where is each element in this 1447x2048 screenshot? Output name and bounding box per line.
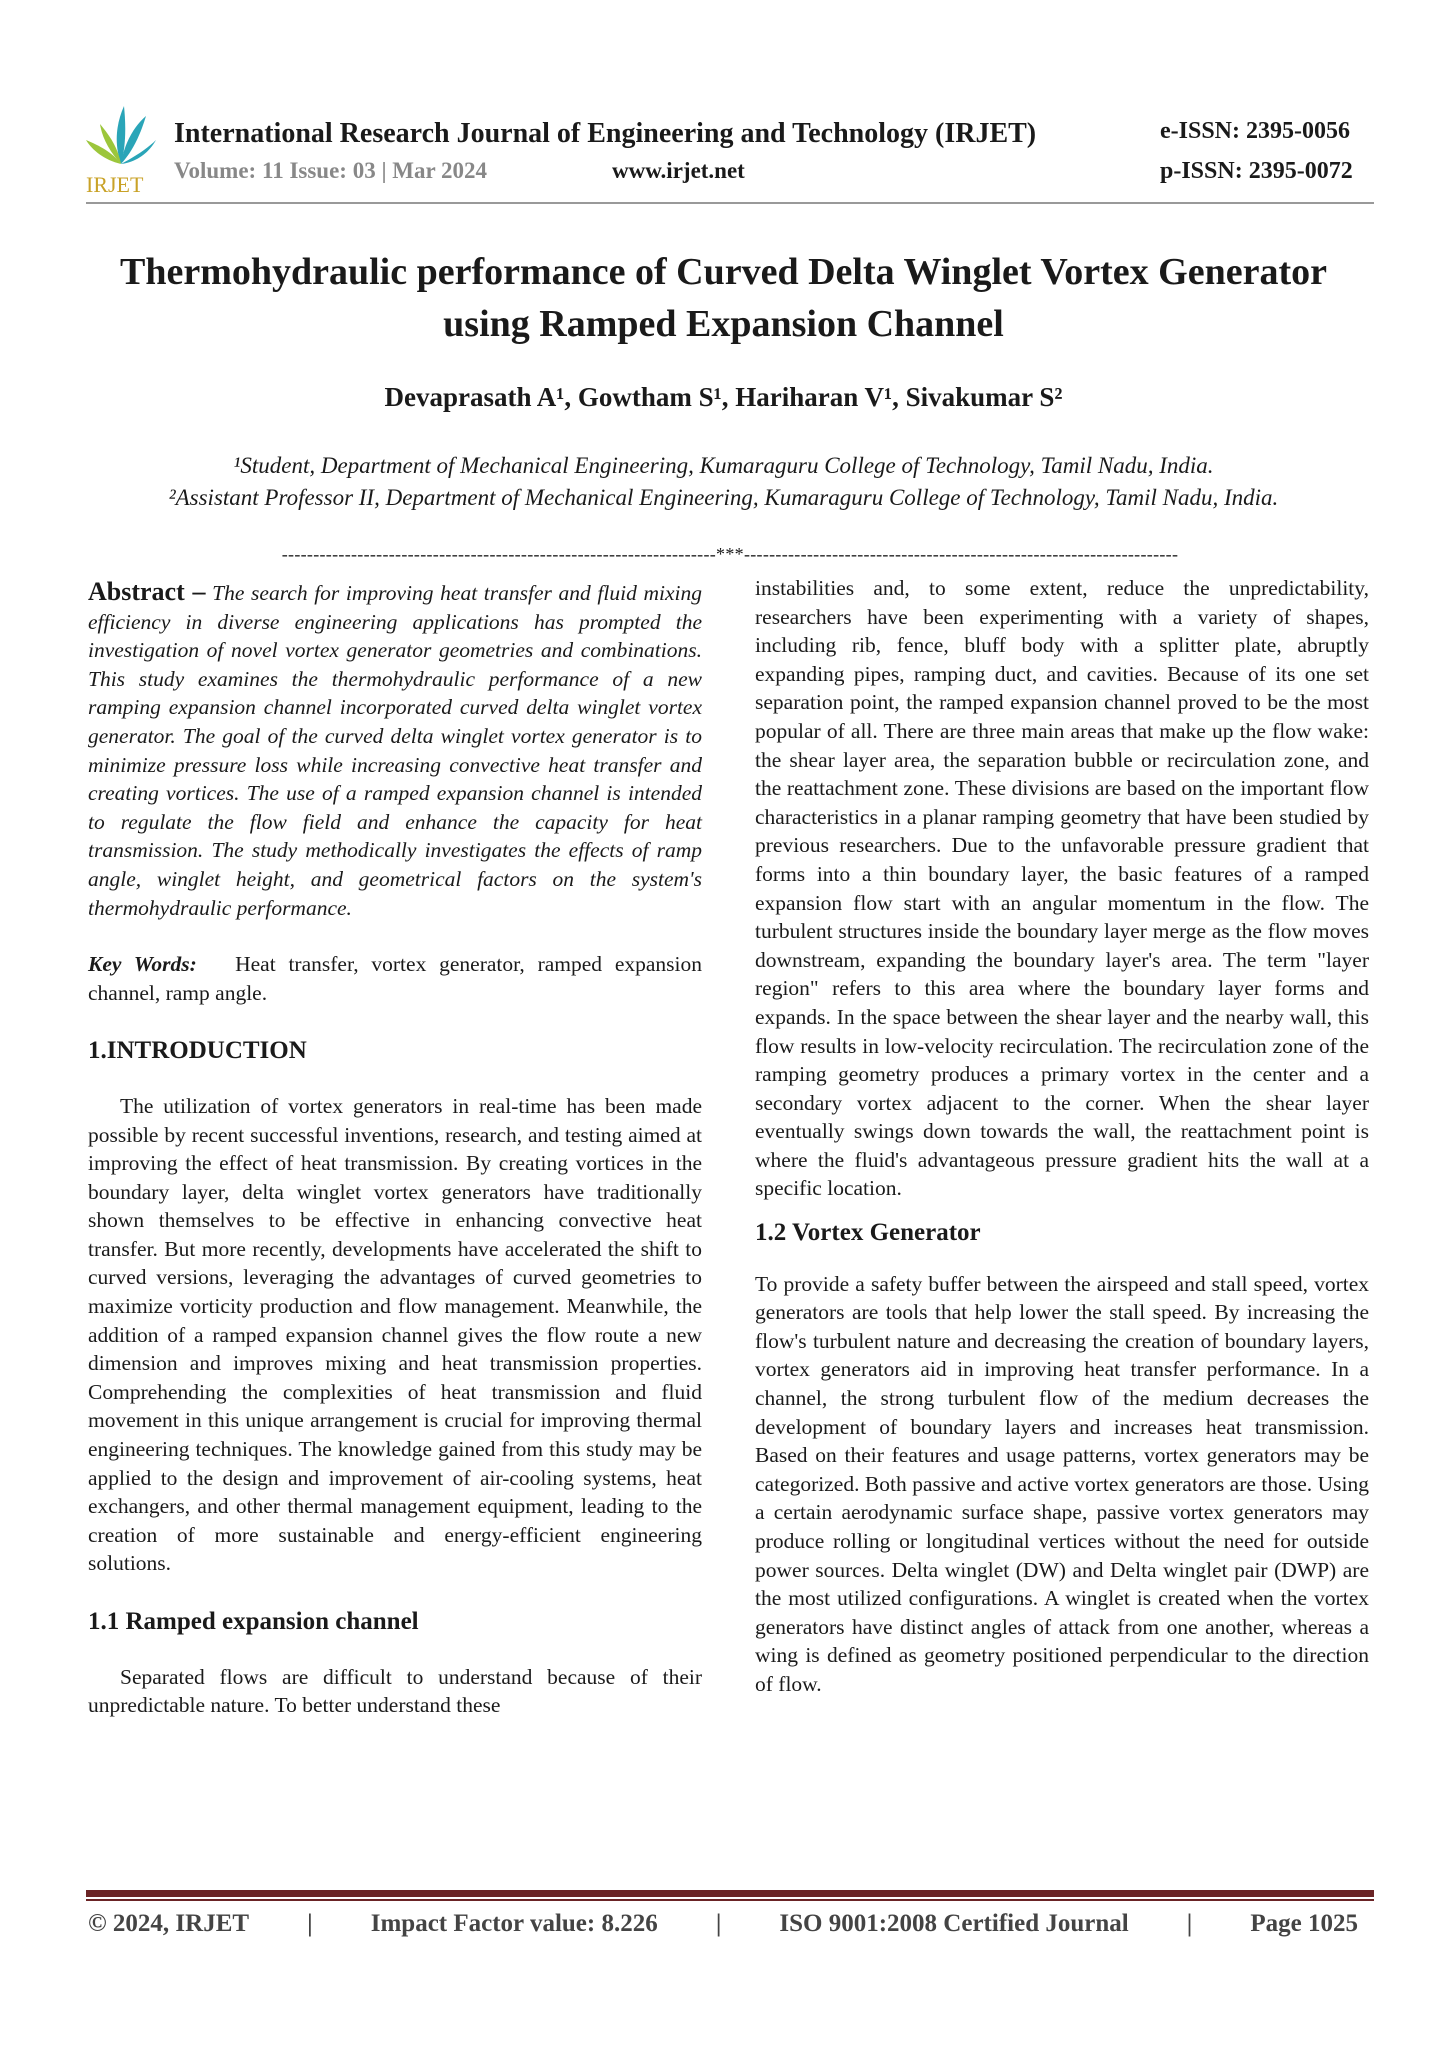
ramped-channel-heading: 1.1 Ramped expansion channel [88, 1608, 419, 1635]
svg-text:IRJET: IRJET [86, 172, 144, 196]
journal-website[interactable]: www.irjet.net [612, 158, 745, 183]
footer-impact-factor: Impact Factor value: 8.226 [370, 1910, 658, 1937]
p-issn: p-ISSN: 2395-0072 [1160, 158, 1353, 184]
footer-iso: ISO 9001:2008 Certified Journal [779, 1910, 1129, 1937]
footer-copyright: © 2024, IRJET [88, 1910, 250, 1937]
affiliations [120, 450, 1327, 513]
header-divider [86, 202, 1374, 204]
footer-rule-thick [86, 1890, 1374, 1897]
keywords-label: Key Words: [88, 952, 197, 977]
paper-title: Thermohydraulic performance of Curved Delta Winglet Vortex Generator using Ramped Expansion Channel [119, 251, 1327, 345]
footer-rule-thin [86, 1899, 1374, 1901]
page-number: Page 1025 [1250, 1910, 1358, 1937]
page-footer [88, 1910, 1358, 1938]
footer-separator: | [1186, 1910, 1193, 1937]
ramped-channel-paragraph-cont: instabilities and, to some extent, reduce the unpredictability, researchers have been experimenting with a variety of shapes, including rib, fence, bluff body with a splitter plate, abruptly expanding pipes, ramping duct, and cavities. Because of its one set separation point, the ramped expansion channel proved to be the most popular of all. There are three main areas that make up the flow wake: the shear layer area, the separation bubble or recirculation zone, and the reattachment zone. These divisions are based on the important flow characteristics in a planar ramping geometry that have been studied by previous researchers. Due to the unfavorable pressure gradient that forms into a thin boundary layer, the basic features of a ramped expansion flow start with an angular momentum in the flow. The turbulent structures inside the boundary layer merge as the flow moves downstream, expanding the boundary layer's area. The term "layer region" refers to this area where the boundary layer forms and expands. In the space between the shear layer and the nearby wall, this flow results in low-velocity recirculation. The recirculation zone of the ramping geometry produces a primary vortex in the center and a secondary vortex adjacent to the corner. When the shear layer eventually swings down towards the wall, the reattachment point is where the fluid's advantageous pressure gradient hits the wall at a specific location. [755, 576, 1369, 1201]
affiliation-2: ²Assistant Professor II, Department of Mechanical Engineering, Kumaraguru College of Technology, Tamil Nadu, India. [168, 484, 1279, 510]
affiliation-1: ¹Student, Department of Mechanical Engineering, Kumaraguru College of Technology, Tamil Nadu, India. [233, 453, 1214, 478]
e-issn: e-ISSN: 2395-0056 [1160, 118, 1350, 144]
intro-heading: 1.INTRODUCTION [88, 1037, 307, 1065]
left-column [88, 578, 702, 1720]
footer-separator: | [715, 1910, 722, 1937]
keywords-text: Heat transfer, vortex generator, ramped expansion channel, ramp angle. [88, 952, 702, 1005]
intro-paragraph: The utilization of vortex generators in real-time has been made possible by recent successful inventions, research, and testing aimed at improving the effect of heat transmission. By creating vortices in the boundary layer, delta winglet vortex generators have traditionally shown themselves to be effective in enhancing convective heat transfer. But more recently, developments have accelerated the shift to curved versions, leveraging the advantages of curved geometries to maximize vorticity production and flow management. Meanwhile, the addition of a ramped expansion channel gives the flow route a new dimension and improves mixing and heat transmission properties. Comprehending the complexities of heat transmission and fluid movement in this unique arrangement is crucial for improving thermal engineering techniques. The knowledge gained from this study may be applied to the design and improvement of air-cooling systems, heat exchangers, and other thermal management equipment, leading to the creation of more sustainable and energy-efficient engineering solutions. [88, 1093, 702, 1576]
abstract-text: The search for improving heat transfer and fluid mixing efficiency in diverse engineering applications has prompted the investigation of novel vortex generator geometries and combinations. This study examines the thermohydraulic performance of a new ramping expansion channel incorporated curved delta winglet vortex generator. The goal of the curved delta winglet vortex generator is to minimize pressure loss while increasing convective heat transfer and creating vortices. The use of a ramped expansion channel is intended to regulate the flow field and enhance the capacity for heat transmission. The study methodically investigates the effects of ramp angle, winglet height, and geometrical factors on the system's thermohydraulic performance. [88, 581, 702, 920]
ramped-channel-paragraph: Separated flows are difficult to understand because of their unpredictable nature. To better understand these [88, 1664, 702, 1718]
volume-issue: Volume: 11 Issue: 03 | Mar 2024 [174, 158, 488, 183]
section-separator: ---------------------------------------------------------------------***--------------------------------------------------------------------- [281, 544, 1179, 564]
footer-separator: | [307, 1910, 313, 1937]
keywords [88, 950, 702, 1007]
vortex-generator-heading: 1.2 Vortex Generator [755, 1219, 981, 1247]
right-column [755, 574, 1369, 1699]
irjet-logo [84, 104, 158, 196]
abstract [88, 578, 702, 922]
vortex-generator-paragraph: To provide a safety buffer between the airspeed and stall speed, vortex generators are tools that help lower the stall speed. By increasing the flow's turbulent nature and decreasing the creation of boundary layers, vortex generators aid in improving heat transfer performance. In a channel, the strong turbulent flow of the medium decreases the development of boundary layers and increases heat transmission. Based on their features and usage patterns, vortex generators may be categorized. Both passive and active vortex generators are those. Using a certain aerodynamic surface shape, passive vortex generators may produce rolling or longitudinal vertices without the need for outside power sources. Delta winglet (DW) and Delta winglet pair (DWP) are the most utilized configurations. A winglet is created when the vortex generators have distinct angles of attack from one another, whereas a wing is defined as geometry positioned perpendicular to the direction of flow. [755, 1271, 1369, 1696]
journal-name: International Research Journal of Engineering and Technology (IRJET) [174, 118, 1037, 149]
authors: Devaprasath A¹, Gowtham S¹, Hariharan V¹, Sivakumar S² [384, 382, 1063, 412]
abstract-label: Abstract – [88, 577, 206, 606]
